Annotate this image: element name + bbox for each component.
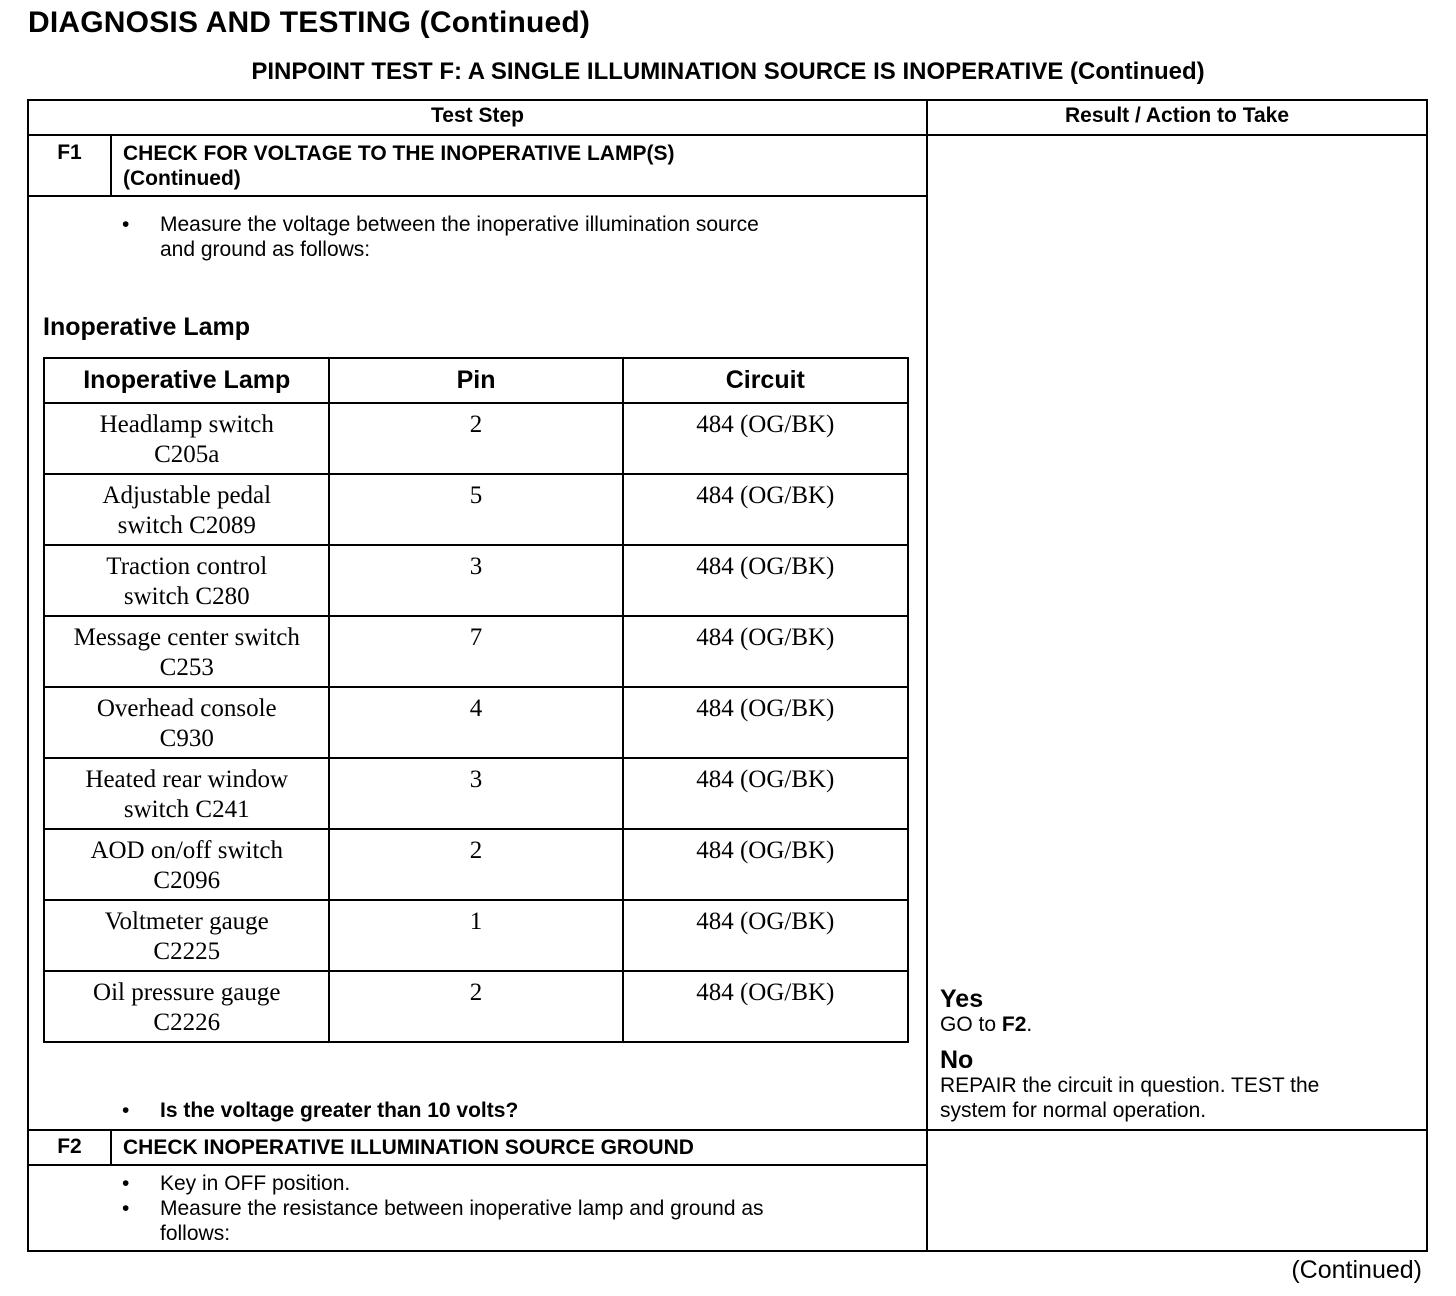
f2-title-divider	[27, 1164, 927, 1166]
table-row	[44, 829, 908, 900]
result-yes-action	[940, 1012, 1032, 1037]
result-yes-action-prefix: GO to	[940, 1013, 997, 1036]
pin-cell: 3	[329, 545, 622, 616]
table-row	[44, 616, 908, 687]
bullet-dot: •	[122, 1172, 130, 1195]
pin-cell: 4	[329, 687, 622, 758]
lamp-table-header-circuit: Circuit	[623, 358, 908, 403]
header-divider	[27, 134, 1428, 136]
pin-cell: 2	[329, 971, 622, 1042]
circuit-cell: 484 (OG/BK)	[623, 829, 908, 900]
result-yes-action-suffix: .	[1026, 1013, 1033, 1036]
f2-instruction-1: Key in OFF position.	[160, 1172, 351, 1195]
bullet-dot: •	[122, 213, 130, 236]
f2-instruction-2	[160, 1196, 764, 1246]
f2-instruction-2-line2: follows:	[160, 1222, 231, 1245]
lamp-table-heading: Inoperative Lamp	[43, 313, 250, 341]
table-row	[44, 758, 908, 829]
bullet-dot: •	[122, 1197, 130, 1220]
step-title-f1-line2: (Continued)	[123, 167, 241, 190]
f2-top-divider	[27, 1129, 1428, 1131]
bullet-dot: •	[122, 1099, 130, 1122]
step-id-f2: F2	[57, 1135, 82, 1158]
circuit-cell: 484 (OG/BK)	[623, 474, 908, 545]
lamp-cell: Oil pressure gauge C2226	[44, 971, 329, 1042]
lamp-cell: Heated rear window switch C241	[44, 758, 329, 829]
result-no-action-line1: REPAIR the circuit in question. TEST the	[940, 1074, 1320, 1097]
table-row	[44, 474, 908, 545]
result-no-action	[940, 1073, 1319, 1123]
result-no-action-line2: system for normal operation.	[940, 1099, 1207, 1122]
lamp-table-header-pin: Pin	[329, 358, 622, 403]
f1-instruction-line1: Measure the voltage between the inoperative illumination source	[160, 213, 759, 236]
page-title: DIAGNOSIS AND TESTING (Continued)	[28, 6, 591, 39]
lamp-cell: Voltmeter gauge C2225	[44, 900, 329, 971]
circuit-cell: 484 (OG/BK)	[623, 900, 908, 971]
circuit-cell: 484 (OG/BK)	[623, 971, 908, 1042]
circuit-cell: 484 (OG/BK)	[623, 545, 908, 616]
lamp-cell: Headlamp switch C205a	[44, 403, 329, 474]
circuit-cell: 484 (OG/BK)	[623, 616, 908, 687]
lamp-table-header-lamp: Inoperative Lamp	[44, 358, 329, 403]
header-result-action: Result / Action to Take	[1064, 104, 1290, 127]
continued-footer: (Continued)	[1291, 1256, 1422, 1284]
f1-instruction	[160, 212, 759, 262]
pinpoint-test-title: PINPOINT TEST F: A SINGLE ILLUMINATION SOURCE IS INOPERATIVE (Continued)	[251, 58, 1205, 85]
inoperative-lamp-table	[43, 357, 909, 1043]
result-yes-step-link: F2	[1001, 1013, 1027, 1036]
step-title-f1	[123, 141, 674, 191]
circuit-cell: 484 (OG/BK)	[623, 687, 908, 758]
circuit-cell: 484 (OG/BK)	[623, 403, 908, 474]
step-title-f2: CHECK INOPERATIVE ILLUMINATION SOURCE GROUND	[123, 1136, 694, 1159]
f1-title-divider	[27, 195, 927, 197]
lamp-table-header-row	[44, 358, 908, 403]
f1-id-divider	[110, 134, 112, 196]
f1-question: Is the voltage greater than 10 volts?	[160, 1099, 519, 1122]
pin-cell: 2	[329, 403, 622, 474]
lamp-cell: AOD on/off switch C2096	[44, 829, 329, 900]
table-row	[44, 971, 908, 1042]
pin-cell: 2	[329, 829, 622, 900]
table-row	[44, 900, 908, 971]
table-row	[44, 687, 908, 758]
table-row	[44, 403, 908, 474]
pin-cell: 1	[329, 900, 622, 971]
lamp-cell: Message center switch C253	[44, 616, 329, 687]
lamp-cell: Overhead console C930	[44, 687, 329, 758]
table-row	[44, 545, 908, 616]
header-test-step: Test Step	[431, 104, 524, 127]
f2-id-divider	[110, 1129, 112, 1165]
f2-instruction-2-line1: Measure the resistance between inoperative lamp and ground as	[160, 1197, 764, 1220]
result-yes-label: Yes	[940, 985, 984, 1013]
column-divider	[926, 99, 928, 1252]
pin-cell: 7	[329, 616, 622, 687]
step-title-f1-line1: CHECK FOR VOLTAGE TO THE INOPERATIVE LAMP(S)	[123, 142, 675, 165]
result-no-label: No	[940, 1046, 974, 1074]
lamp-cell: Adjustable pedal switch C2089	[44, 474, 329, 545]
step-id-f1: F1	[57, 141, 82, 164]
lamp-cell: Traction control switch C280	[44, 545, 329, 616]
pin-cell: 5	[329, 474, 622, 545]
f1-instruction-line2: and ground as follows:	[160, 238, 371, 261]
circuit-cell: 484 (OG/BK)	[623, 758, 908, 829]
pin-cell: 3	[329, 758, 622, 829]
